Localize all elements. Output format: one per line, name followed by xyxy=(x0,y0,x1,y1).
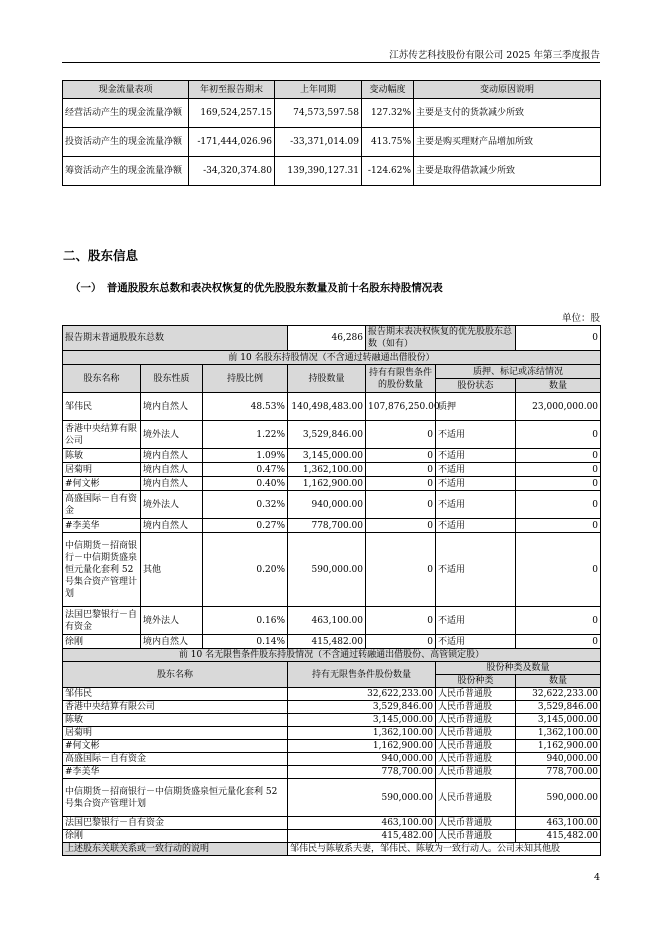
holder-amount: 23,000,000.00 xyxy=(516,393,601,421)
share-amount: 940,000.00 xyxy=(516,753,601,766)
holder-unrestricted-qty: 32,622,233.00 xyxy=(288,688,436,701)
cf-item: 筹资活动产生的现金流量净额 xyxy=(63,157,189,186)
share-type: 人民币普通股 xyxy=(436,779,516,817)
holder-unrestricted-qty: 1,362,100.00 xyxy=(288,727,436,740)
holder-qty: 1,162,900.00 xyxy=(288,477,366,491)
table-row xyxy=(63,393,601,421)
holder-amount: 0 xyxy=(516,477,601,491)
share-type: 人民币普通股 xyxy=(436,830,516,843)
holder-amount: 0 xyxy=(516,463,601,477)
top10-header-restricted: 持有有限售条件的股份数量 xyxy=(366,365,436,393)
holder-restricted: 0 xyxy=(366,635,436,649)
holder-qty: 463,100.00 xyxy=(288,607,366,635)
holder-restricted: 0 xyxy=(366,463,436,477)
table-row xyxy=(63,714,601,727)
holder-restricted: 0 xyxy=(366,491,436,519)
cf-current: 169,524,257.15 xyxy=(189,99,275,128)
share-amount: 3,145,000.00 xyxy=(516,714,601,727)
holder-name: 徐刚 xyxy=(63,830,288,843)
share-amount: 1,362,100.00 xyxy=(516,727,601,740)
holder-ratio: 1.09% xyxy=(203,449,288,463)
holder-amount: 0 xyxy=(516,491,601,519)
unrestricted-header-type-group: 股份种类及数量 xyxy=(436,662,601,675)
holder-name: 中信期货－招商银行－中信期货盛泉恒元量化套利 52 号集合资产管理计划 xyxy=(63,779,288,817)
table-row xyxy=(63,99,601,128)
unrestricted-header-amount: 数量 xyxy=(516,675,601,688)
cf-reason: 主要是支付的货款减少所致 xyxy=(414,99,601,128)
table-row xyxy=(63,766,601,779)
holder-name: 居菊明 xyxy=(63,727,288,740)
cf-reason: 主要是取得借款减少所致 xyxy=(414,157,601,186)
cf-item: 投资活动产生的现金流量净额 xyxy=(63,128,189,157)
holder-status: 不适用 xyxy=(436,477,516,491)
table-row xyxy=(63,740,601,753)
holder-name: 居菊明 xyxy=(63,463,141,477)
relation-label: 上述股东关联关系或一致行动的说明 xyxy=(63,843,288,856)
share-type: 人民币普通股 xyxy=(436,714,516,727)
top10-header-pledge: 质押、标记或冻结情况 xyxy=(436,365,601,379)
share-amount: 415,482.00 xyxy=(516,830,601,843)
holder-unrestricted-qty: 3,529,846.00 xyxy=(288,701,436,714)
holder-restricted: 0 xyxy=(366,533,436,607)
holder-ratio: 0.16% xyxy=(203,607,288,635)
holder-amount: 0 xyxy=(516,607,601,635)
holder-amount: 0 xyxy=(516,533,601,607)
preferred-holders-value: 0 xyxy=(516,326,601,351)
cf-header-item: 现金流量表项 xyxy=(63,81,189,99)
holder-unrestricted-qty: 463,100.00 xyxy=(288,817,436,830)
share-type: 人民币普通股 xyxy=(436,688,516,701)
holder-ratio: 0.32% xyxy=(203,491,288,519)
cf-prior: 74,573,597.58 xyxy=(275,99,362,128)
table-row xyxy=(63,463,601,477)
holder-name: #何文彬 xyxy=(63,740,288,753)
table-row xyxy=(63,635,601,649)
holder-nature: 境外法人 xyxy=(141,491,203,519)
share-amount: 32,622,233.00 xyxy=(516,688,601,701)
holder-nature: 境外法人 xyxy=(141,607,203,635)
table-row xyxy=(63,830,601,843)
cf-header-prior: 上年同期 xyxy=(275,81,362,99)
holder-status: 质押 xyxy=(436,393,516,421)
holder-qty: 590,000.00 xyxy=(288,533,366,607)
holder-qty: 778,700.00 xyxy=(288,519,366,533)
share-type: 人民币普通股 xyxy=(436,740,516,753)
holder-amount: 0 xyxy=(516,421,601,449)
holder-name: 法国巴黎银行－自有资金 xyxy=(63,607,141,635)
table-row xyxy=(63,421,601,449)
holder-name: 香港中央结算有限公司 xyxy=(63,701,288,714)
table-row xyxy=(63,449,601,463)
page-header: 江苏传艺科技股份有限公司 2025 年第三季度报告 xyxy=(389,50,600,61)
cf-header-reason: 变动原因说明 xyxy=(414,81,601,99)
holder-ratio: 0.47% xyxy=(203,463,288,477)
top10-title: 前 10 名股东持股情况（不含通过转融通出借股份） xyxy=(63,351,601,365)
top10-header-qty: 持股数量 xyxy=(288,365,366,393)
holder-amount: 0 xyxy=(516,449,601,463)
holder-name: 徐刚 xyxy=(63,635,141,649)
holder-name: 高盛国际－自有资金 xyxy=(63,491,141,519)
relation-text: 邹伟民与陈敏系夫妻，邹伟民、陈敏为一致行动人。公司未知其他股 xyxy=(288,843,601,856)
shareholder-table xyxy=(62,325,601,856)
holder-ratio: 1.22% xyxy=(203,421,288,449)
holder-name: #何文彬 xyxy=(63,477,141,491)
table-row xyxy=(63,701,601,714)
holder-restricted: 0 xyxy=(366,607,436,635)
page-number: 4 xyxy=(593,872,600,883)
share-type: 人民币普通股 xyxy=(436,701,516,714)
preferred-holders-label: 报告期末表决权恢复的优先股股东总数（如有） xyxy=(366,326,516,351)
holder-name: #李美华 xyxy=(63,766,288,779)
table-row xyxy=(63,533,601,607)
holder-qty: 3,145,000.00 xyxy=(288,449,366,463)
holder-amount: 0 xyxy=(516,519,601,533)
holder-unrestricted-qty: 3,145,000.00 xyxy=(288,714,436,727)
holder-status: 不适用 xyxy=(436,463,516,477)
holder-status: 不适用 xyxy=(436,533,516,607)
share-amount: 590,000.00 xyxy=(516,779,601,817)
cf-item: 经营活动产生的现金流量净额 xyxy=(63,99,189,128)
holder-status: 不适用 xyxy=(436,491,516,519)
share-amount: 463,100.00 xyxy=(516,817,601,830)
holder-status: 不适用 xyxy=(436,449,516,463)
share-type: 人民币普通股 xyxy=(436,766,516,779)
holder-nature: 境内自然人 xyxy=(141,463,203,477)
table-row xyxy=(63,753,601,766)
header-rule xyxy=(62,62,600,63)
holder-name: 中信期货－招商银行－中信期货盛泉恒元量化套利 52 号集合资产管理计划 xyxy=(63,533,141,607)
share-type: 人民币普通股 xyxy=(436,817,516,830)
cashflow-table xyxy=(62,80,601,186)
cf-change: 127.32% xyxy=(362,99,414,128)
table-row xyxy=(63,157,601,186)
holder-nature: 境内自然人 xyxy=(141,635,203,649)
holder-status: 不适用 xyxy=(436,607,516,635)
table-row xyxy=(63,779,601,817)
top10-header-nature: 股东性质 xyxy=(141,365,203,393)
holder-ratio: 0.20% xyxy=(203,533,288,607)
subsection-title: （一） 普通股股东总数和表决权恢复的优先股股东数量及前十名股东持股情况表 xyxy=(70,282,443,294)
total-holders-label: 报告期末普通股股东总数 xyxy=(63,326,288,351)
holder-name: 陈敏 xyxy=(63,449,141,463)
holder-nature: 境内自然人 xyxy=(141,449,203,463)
unit-label: 单位：股 xyxy=(561,313,600,324)
holder-nature: 境外法人 xyxy=(141,421,203,449)
holder-nature: 境内自然人 xyxy=(141,393,203,421)
holder-name: 陈敏 xyxy=(63,714,288,727)
holder-status: 不适用 xyxy=(436,519,516,533)
holder-ratio: 0.40% xyxy=(203,477,288,491)
holder-qty: 1,362,100.00 xyxy=(288,463,366,477)
cf-prior: -33,371,014.09 xyxy=(275,128,362,157)
table-row xyxy=(63,128,601,157)
holder-restricted: 0 xyxy=(366,477,436,491)
table-row xyxy=(63,688,601,701)
holder-qty: 940,000.00 xyxy=(288,491,366,519)
cf-current: -34,320,374.80 xyxy=(189,157,275,186)
holder-name: #李美华 xyxy=(63,519,141,533)
holder-status: 不适用 xyxy=(436,421,516,449)
holder-restricted: 107,876,250.00 xyxy=(366,393,436,421)
holder-unrestricted-qty: 940,000.00 xyxy=(288,753,436,766)
holder-name: 香港中央结算有限公司 xyxy=(63,421,141,449)
unrestricted-header-type: 股份种类 xyxy=(436,675,516,688)
holder-qty: 415,482.00 xyxy=(288,635,366,649)
table-row xyxy=(63,817,601,830)
total-holders-value: 46,286 xyxy=(288,326,366,351)
holder-nature: 境内自然人 xyxy=(141,477,203,491)
holder-name: 邹伟民 xyxy=(63,393,141,421)
holder-unrestricted-qty: 590,000.00 xyxy=(288,779,436,817)
holder-ratio: 48.53% xyxy=(203,393,288,421)
holder-status: 不适用 xyxy=(436,635,516,649)
section-title: 二、股东信息 xyxy=(63,248,139,263)
holder-restricted: 0 xyxy=(366,421,436,449)
holder-restricted: 0 xyxy=(366,449,436,463)
table-row xyxy=(63,607,601,635)
cf-prior: 139,390,127.31 xyxy=(275,157,362,186)
table-row xyxy=(63,477,601,491)
table-row xyxy=(63,727,601,740)
top10-header-name: 股东名称 xyxy=(63,365,141,393)
top10-header-ratio: 持股比例 xyxy=(203,365,288,393)
cf-change: -124.62% xyxy=(362,157,414,186)
holder-unrestricted-qty: 778,700.00 xyxy=(288,766,436,779)
share-amount: 1,162,900.00 xyxy=(516,740,601,753)
holder-qty: 3,529,846.00 xyxy=(288,421,366,449)
table-row xyxy=(63,519,601,533)
cf-header-change: 变动幅度 xyxy=(362,81,414,99)
table-row xyxy=(63,491,601,519)
holder-name: 法国巴黎银行－自有资金 xyxy=(63,817,288,830)
holder-nature: 境内自然人 xyxy=(141,519,203,533)
unrestricted-header-name: 股东名称 xyxy=(63,662,288,688)
holder-qty: 140,498,483.00 xyxy=(288,393,366,421)
holder-amount: 0 xyxy=(516,635,601,649)
share-type: 人民币普通股 xyxy=(436,753,516,766)
cf-change: 413.75% xyxy=(362,128,414,157)
top10-header-amount: 数量 xyxy=(516,379,601,393)
share-type: 人民币普通股 xyxy=(436,727,516,740)
holder-unrestricted-qty: 415,482.00 xyxy=(288,830,436,843)
holder-name: 邹伟民 xyxy=(63,688,288,701)
holder-ratio: 0.14% xyxy=(203,635,288,649)
cf-current: -171,444,026.96 xyxy=(189,128,275,157)
cf-header-current: 年初至报告期末 xyxy=(189,81,275,99)
holder-restricted: 0 xyxy=(366,519,436,533)
top10-header-status: 股份状态 xyxy=(436,379,516,393)
holder-nature: 其他 xyxy=(141,533,203,607)
holder-name: 高盛国际－自有资金 xyxy=(63,753,288,766)
share-amount: 3,529,846.00 xyxy=(516,701,601,714)
unrestricted-title: 前 10 名无限售条件股东持股情况（不含通过转融通出借股份、高管锁定股） xyxy=(63,649,601,662)
share-amount: 778,700.00 xyxy=(516,766,601,779)
cf-reason: 主要是购买理财产品增加所致 xyxy=(414,128,601,157)
holder-ratio: 0.27% xyxy=(203,519,288,533)
unrestricted-header-qty: 持有无限售条件股份数量 xyxy=(288,662,436,688)
holder-unrestricted-qty: 1,162,900.00 xyxy=(288,740,436,753)
